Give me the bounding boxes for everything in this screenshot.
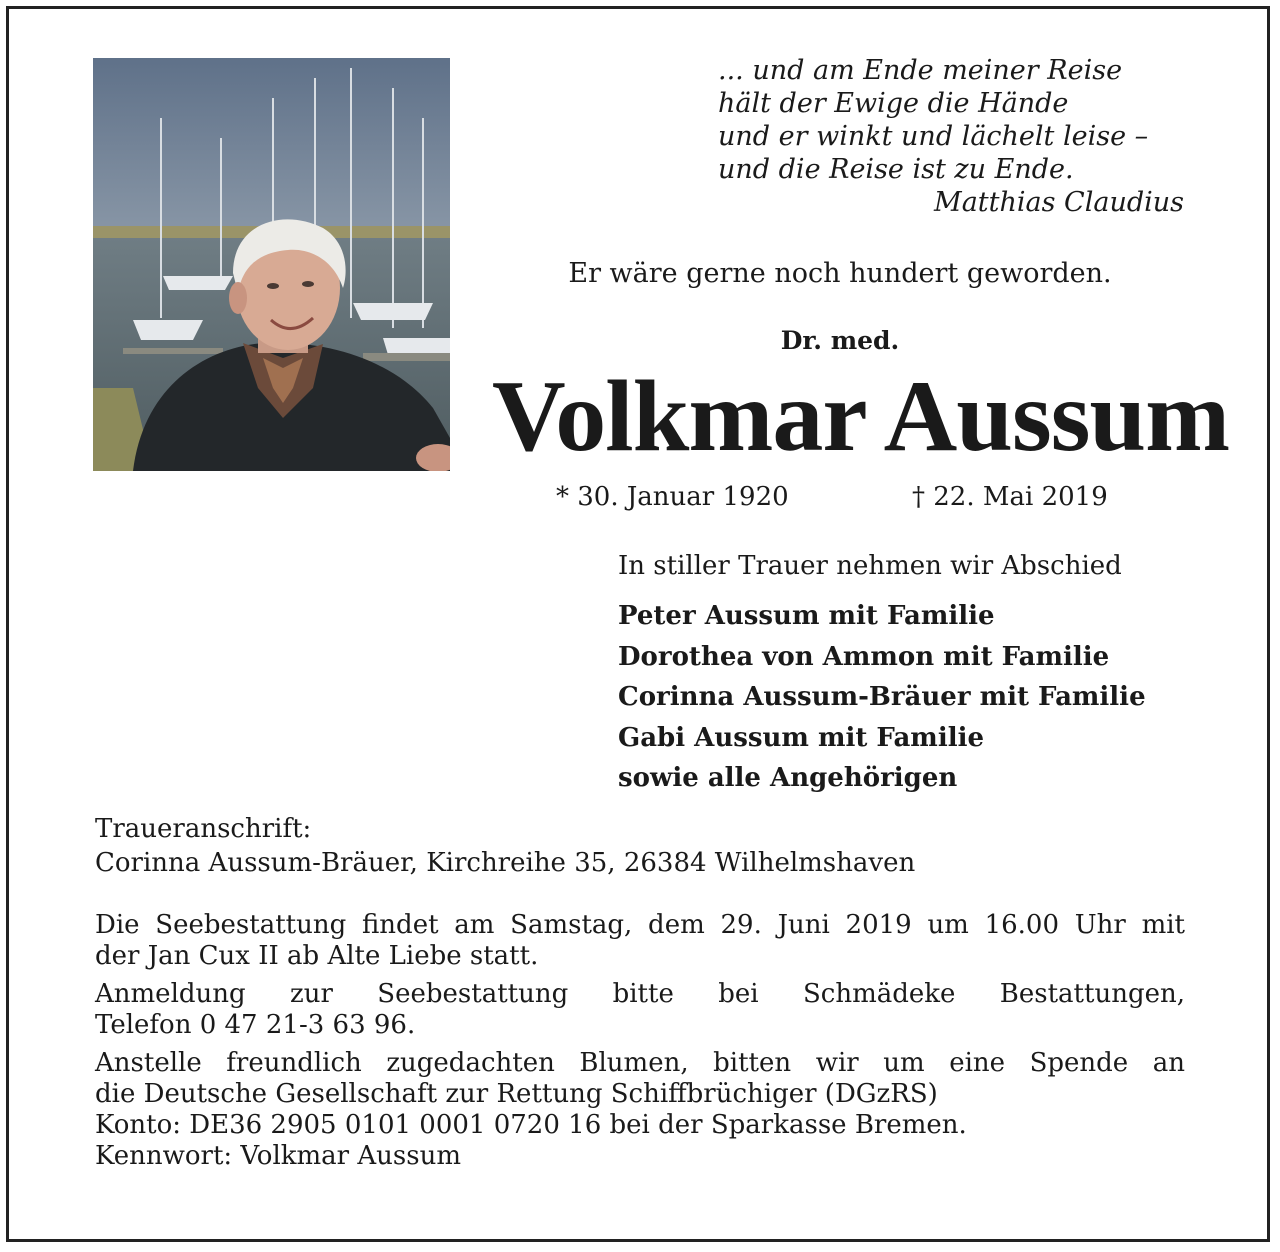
mourner-name: sowie alle Angehörigen	[618, 763, 958, 793]
donation-line: die Deutsche Gesellschaft zur Rettung Schiffbrüchiger (DGzRS)	[95, 1079, 938, 1109]
poem-author: Matthias Claudius	[934, 187, 1184, 218]
burial-paragraph	[95, 910, 1185, 972]
mourner-name: Corinna Aussum-Bräuer mit Familie	[618, 682, 1146, 712]
donation-line: Kennwort: Volkmar Aussum	[95, 1141, 461, 1171]
mourners-list	[618, 596, 1146, 799]
donation-line: Konto: DE36 2905 0101 0001 0720 16 bei der Sparkasse Bremen.	[95, 1110, 967, 1140]
burial-line: der Jan Cux II ab Alte Liebe statt.	[95, 941, 539, 971]
registration-line: Telefon 0 47 21-3 63 96.	[95, 1010, 416, 1040]
mourner-name: Gabi Aussum mit Familie	[618, 722, 984, 753]
death-date: † 22. Mai 2019	[912, 482, 1108, 512]
portrait-photo	[93, 58, 450, 471]
poem-line: hält der Ewige die Hände	[718, 88, 1069, 119]
birth-date: * 30. Januar 1920	[556, 482, 789, 512]
mourning-intro: In stiller Trauer nehmen wir Abschied	[618, 551, 1122, 581]
poem-line: und die Reise ist zu Ende.	[718, 154, 1074, 185]
academic-title: Dr. med.	[780, 326, 900, 355]
donation-line: Anstelle freundlich zugedachten Blumen, bitten wir um eine Spende an	[95, 1048, 1185, 1078]
poem-line: ... und am Ende meiner Reise	[718, 55, 1123, 86]
poem	[718, 54, 1188, 219]
address-label: Traueranschrift:	[95, 814, 312, 844]
deceased-name: Volkmar Aussum	[492, 360, 1230, 473]
mourner-name: Peter Aussum mit Familie	[618, 601, 995, 631]
mourning-address	[95, 812, 915, 880]
mourner-name: Dorothea von Ammon mit Familie	[618, 641, 1110, 672]
registration-paragraph	[95, 979, 1185, 1041]
service-info	[95, 910, 1185, 1172]
donation-paragraph	[95, 1048, 1185, 1172]
address-line: Corinna Aussum-Bräuer, Kirchreihe 35, 26384 Wilhelmshaven	[95, 848, 916, 878]
tagline: Er wäre gerne noch hundert geworden.	[568, 258, 1112, 289]
registration-line: Anmeldung zur Seebestattung bitte bei Schmädeke Bestattungen,	[95, 979, 1185, 1009]
poem-line: und er winkt und lächelt leise –	[718, 121, 1149, 152]
burial-line: Die Seebestattung findet am Samstag, dem 29. Juni 2019 um 16.00 Uhr mit	[95, 910, 1185, 940]
